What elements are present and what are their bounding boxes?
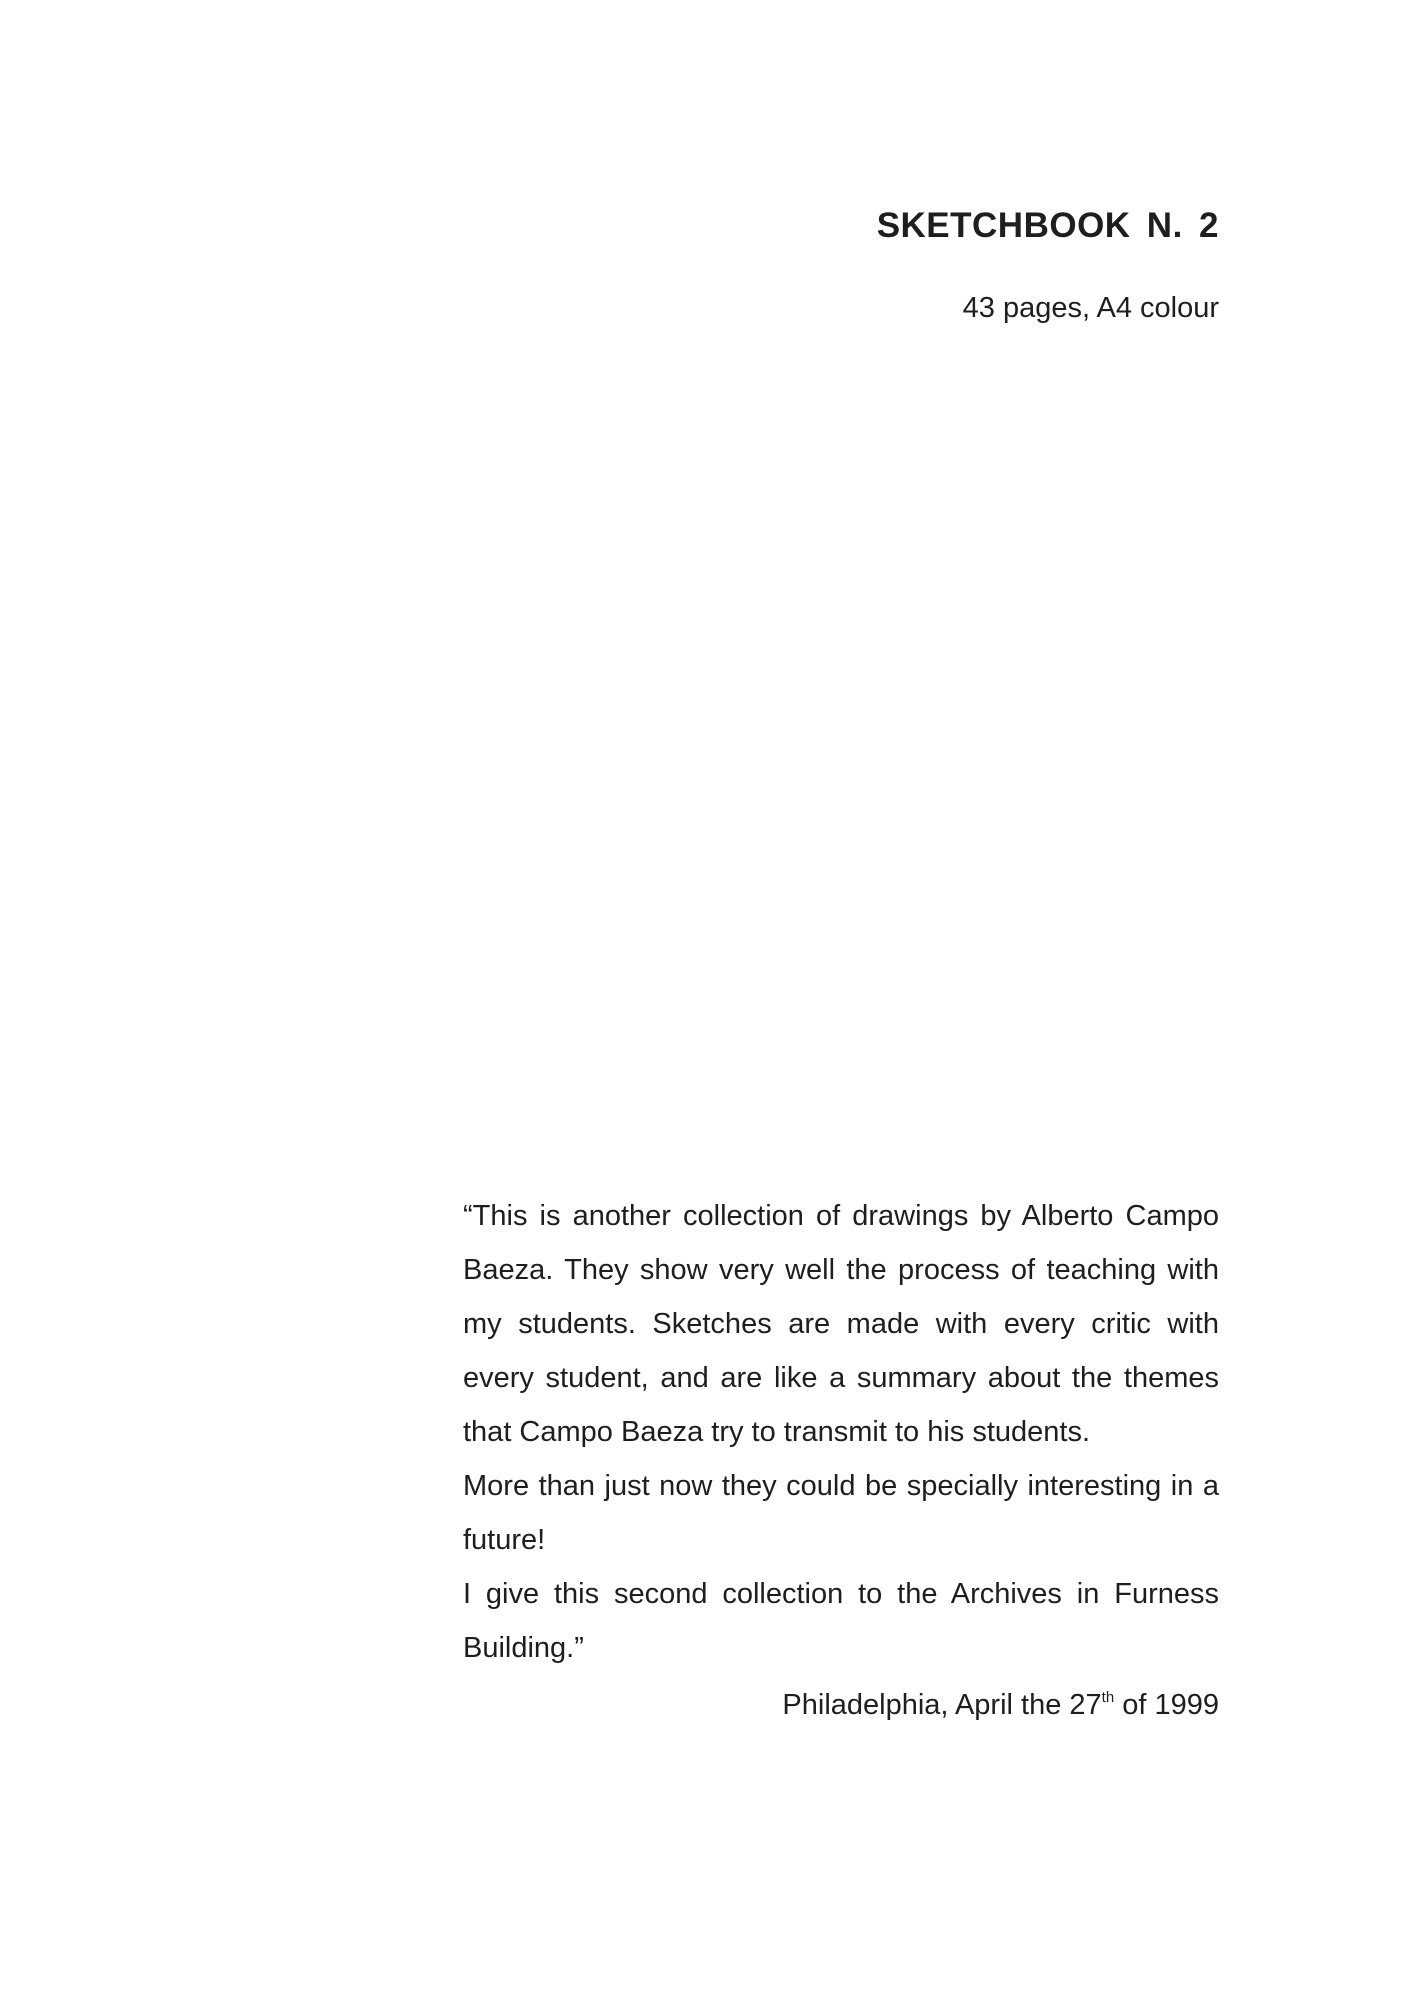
quote-paragraph: “This is another collection of drawings by Alberto Campo Baeza. They show very well the process of teaching with my students. Sketches are made with every critic with every student, and are like a summary about the themes that Campo Baeza try to transmit to his students. [463,1200,1219,1448]
page-subtitle: 43 pages, A4 colour [962,292,1219,324]
page-title: SKETCHBOOK N. 2 [876,206,1219,245]
quote-block [463,1189,1219,1675]
quote-paragraph: I give this second collection to the Archives in Furness Building.” [463,1578,1219,1664]
signature-year: of 1999 [1114,1689,1219,1721]
signature-line [782,1678,1219,1732]
signature-day-suffix: th [1101,1689,1115,1706]
signature-place-date: Philadelphia, April the 27 [782,1689,1102,1721]
quote-paragraph: More than just now they could be specially interesting in a future! [463,1470,1219,1556]
